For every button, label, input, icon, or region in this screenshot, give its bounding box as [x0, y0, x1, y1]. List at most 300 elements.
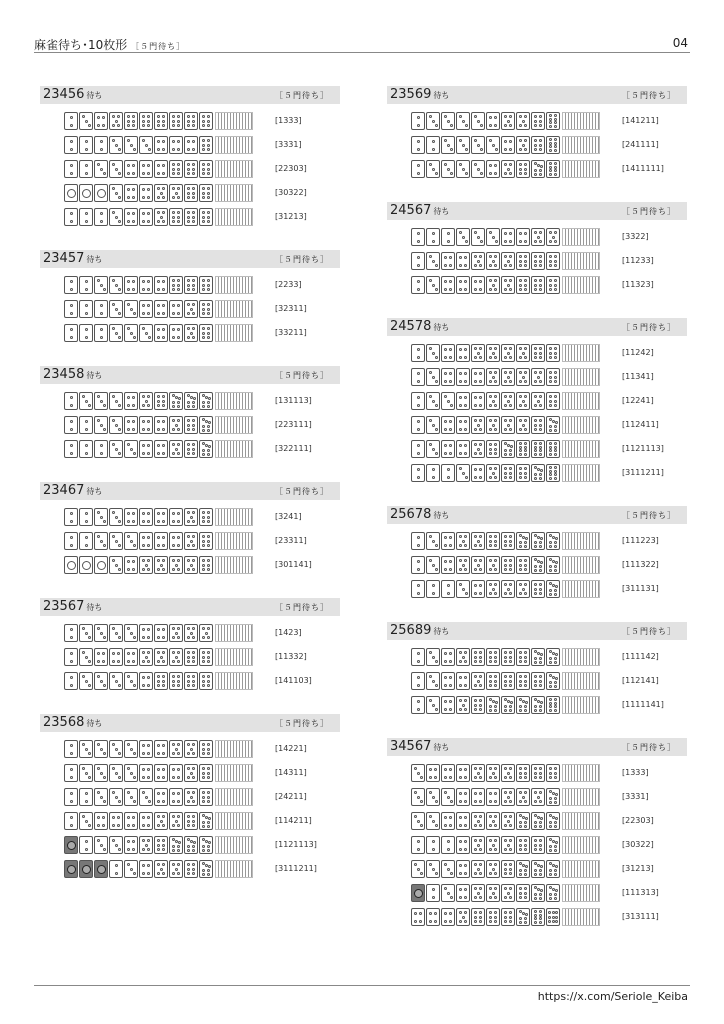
pin-tile-6	[501, 556, 515, 574]
pin-tile-9	[546, 908, 560, 926]
hand-tiles	[64, 764, 253, 782]
pin-tile-5	[486, 368, 500, 386]
pin-tile-5	[501, 788, 515, 806]
pin-tile-2	[79, 276, 93, 294]
tile-wall-stack	[562, 648, 600, 666]
hand-row	[387, 670, 687, 694]
pin-tile-3	[456, 228, 470, 246]
pin-tile-5	[516, 136, 530, 154]
pin-tile-3	[109, 276, 123, 294]
pin-tile-6	[169, 672, 183, 690]
pin-tile-5	[516, 580, 530, 598]
hand-row	[387, 134, 687, 158]
pin-tile-3	[124, 300, 138, 318]
pin-tile-7	[501, 440, 515, 458]
pin-tile-2	[411, 556, 425, 574]
pin-tile-5	[169, 624, 183, 642]
pin-tile-3	[79, 392, 93, 410]
pin-tile-3	[139, 136, 153, 154]
pin-tile-5	[516, 344, 530, 362]
pin-tile-3	[109, 184, 123, 202]
pin-tile-5	[184, 508, 198, 526]
pin-tile-5	[501, 812, 515, 830]
tile-wall-stack	[562, 368, 600, 386]
pin-tile-4	[139, 208, 153, 226]
section-title	[390, 623, 449, 638]
pin-tile-8	[531, 440, 545, 458]
pin-tile-4	[124, 812, 138, 830]
hand-code: [32311]	[275, 304, 307, 313]
pin-tile-2	[411, 836, 425, 854]
section-header	[40, 366, 340, 384]
tile-wall-stack	[562, 252, 600, 270]
hand-code: [1121113]	[275, 840, 317, 849]
pin-tile-3	[109, 440, 123, 458]
hand-row	[40, 670, 340, 694]
pin-tile-3	[441, 860, 455, 878]
pin-tile-6	[531, 836, 545, 854]
right-column	[387, 86, 687, 950]
pin-tile-6	[184, 184, 198, 202]
section-header	[40, 714, 340, 732]
pin-tile-5	[546, 228, 560, 246]
hand-tiles	[64, 532, 253, 550]
section-number: 23569	[390, 87, 432, 102]
pin-tile-5	[486, 416, 500, 434]
tile-wall-stack	[562, 344, 600, 362]
section-title	[390, 203, 449, 218]
pin-tile-5	[471, 884, 485, 902]
hand-code: [1333]	[622, 768, 649, 777]
pin-tile-8	[546, 160, 560, 178]
section-suffix: 待ち	[433, 207, 450, 216]
pin-tile-3	[79, 112, 93, 130]
pin-tile-4	[426, 908, 440, 926]
pin-tile-3	[426, 788, 440, 806]
footer-rule	[34, 985, 690, 986]
hand-code: [3331]	[275, 140, 302, 149]
pin-tile-3	[79, 648, 93, 666]
pin-tile-6	[139, 112, 153, 130]
hand-code: [1121113]	[622, 444, 664, 453]
left-column	[40, 86, 340, 902]
pin-tile-5	[486, 812, 500, 830]
pin-tile-2	[411, 648, 425, 666]
page-title: 麻雀待ち･10枚形	[34, 38, 128, 52]
pin-tile-3	[109, 324, 123, 342]
pin-tile-6	[531, 252, 545, 270]
pin-tile-5	[184, 788, 198, 806]
pin-tile-4	[456, 392, 470, 410]
pin-tile-7	[199, 416, 213, 434]
pin-tile-3	[441, 884, 455, 902]
hand-code: [141103]	[275, 676, 312, 685]
pin-tile-3	[441, 788, 455, 806]
pin-tile-6	[546, 344, 560, 362]
hand-row	[387, 530, 687, 554]
pin-tile-4	[124, 836, 138, 854]
pin-tile-5	[169, 740, 183, 758]
pin-tile-3	[426, 860, 440, 878]
pin-tile-3	[441, 392, 455, 410]
pin-tile-3	[79, 624, 93, 642]
pin-tile-5	[501, 416, 515, 434]
section-suffix: 待ち	[433, 511, 450, 520]
hand-code: [111313]	[622, 888, 659, 897]
tile-wall-stack	[562, 672, 600, 690]
pin-tile-4	[516, 228, 530, 246]
hand-tiles	[411, 112, 600, 130]
pin-tile-4	[441, 812, 455, 830]
pin-tile-5	[501, 368, 515, 386]
pin-tile-3	[139, 324, 153, 342]
pin-tile-3	[426, 672, 440, 690]
pin-tile-4	[456, 884, 470, 902]
hand-row	[40, 786, 340, 810]
hand-code: [11233]	[622, 256, 654, 265]
hand-code: [3241]	[275, 512, 302, 521]
pin-tile-3	[124, 672, 138, 690]
pin-tile-4	[139, 624, 153, 642]
pin-tile-2	[411, 416, 425, 434]
pin-tile-6	[184, 672, 198, 690]
pin-tile-3	[471, 228, 485, 246]
hand-row	[387, 390, 687, 414]
pin-tile-7	[531, 556, 545, 574]
pin-tile-3	[109, 160, 123, 178]
pin-tile-2	[64, 416, 78, 434]
hand-code: [14221]	[275, 744, 307, 753]
tile-wall-stack	[562, 160, 600, 178]
pin-tile-2	[441, 836, 455, 854]
pin-tile-7	[546, 672, 560, 690]
pin-tile-7	[199, 440, 213, 458]
pin-tile-4	[441, 672, 455, 690]
pin-tile-6	[184, 416, 198, 434]
pin-tile-6	[199, 324, 213, 342]
pin-tile-5	[184, 740, 198, 758]
pin-tile-2	[79, 324, 93, 342]
pin-tile-2	[411, 392, 425, 410]
pin-tile-5	[169, 416, 183, 434]
hand-code: [1423]	[275, 628, 302, 637]
pin-tile-3	[124, 740, 138, 758]
pin-tile-7	[516, 860, 530, 878]
tile-wall-stack	[215, 740, 253, 758]
pin-tile-2	[411, 344, 425, 362]
page-header	[34, 36, 185, 53]
pin-tile-6	[516, 672, 530, 690]
pin-tile-6	[169, 160, 183, 178]
pin-tile-2	[94, 440, 108, 458]
pin-tile-2	[411, 228, 425, 246]
tile-wall-stack	[215, 112, 253, 130]
hand-row	[40, 110, 340, 134]
hand-tiles	[411, 672, 600, 690]
hand-code: [3322]	[622, 232, 649, 241]
hand-tiles	[64, 624, 253, 642]
hand-tiles	[64, 440, 253, 458]
hand-row	[40, 298, 340, 322]
pin-tile-3	[426, 648, 440, 666]
hand-row	[387, 882, 687, 906]
pin-tile-5	[184, 556, 198, 574]
tile-wall-stack	[215, 392, 253, 410]
section-header	[40, 598, 340, 616]
pin-tile-4	[154, 532, 168, 550]
pin-tile-4	[139, 860, 153, 878]
pin-tile-3	[94, 532, 108, 550]
tile-wall-stack	[562, 228, 600, 246]
hand-tiles	[411, 696, 600, 714]
pin-tile-4	[124, 416, 138, 434]
pin-tile-5	[486, 580, 500, 598]
section-tag: ［５門待ち］	[275, 255, 329, 264]
hand-tiles	[64, 184, 253, 202]
hand-code: [24211]	[275, 792, 307, 801]
pin-tile-2	[64, 532, 78, 550]
pin-tile-4	[456, 764, 470, 782]
pin-tile-5	[456, 696, 470, 714]
pin-tile-4	[154, 624, 168, 642]
tile-wall-stack	[562, 836, 600, 854]
pin-tile-6	[154, 836, 168, 854]
tile-wall-stack	[215, 648, 253, 666]
pin-tile-4	[139, 160, 153, 178]
pin-tile-1	[79, 184, 93, 202]
pin-tile-5	[471, 252, 485, 270]
hand-code: [30322]	[275, 188, 307, 197]
hand-code: [11332]	[275, 652, 307, 661]
pin-tile-5	[169, 648, 183, 666]
hand-tiles	[64, 392, 253, 410]
pin-tile-6	[199, 276, 213, 294]
pin-tile-4	[139, 764, 153, 782]
pin-tile-3	[94, 764, 108, 782]
hand-row	[387, 646, 687, 670]
pin-tile-5	[471, 860, 485, 878]
pin-tile-3	[426, 276, 440, 294]
pin-tile-3	[79, 672, 93, 690]
pin-tile-3	[124, 532, 138, 550]
hand-code: [141211]	[622, 116, 659, 125]
hand-row	[387, 810, 687, 834]
wait-section	[387, 202, 687, 298]
pin-tile-4	[109, 812, 123, 830]
pin-tile-3	[411, 764, 425, 782]
pin-tile-5	[501, 160, 515, 178]
pin-tile-6	[486, 908, 500, 926]
pin-tile-4	[441, 252, 455, 270]
pin-tile-3	[124, 136, 138, 154]
hand-code: [301141]	[275, 560, 312, 569]
pin-tile-7	[546, 836, 560, 854]
section-suffix: 待ち	[433, 627, 450, 636]
pin-tile-6	[154, 392, 168, 410]
pin-tile-2	[411, 464, 425, 482]
tile-wall-stack	[562, 532, 600, 550]
section-title	[43, 87, 102, 102]
pin-tile-6	[501, 860, 515, 878]
wait-section	[387, 318, 687, 486]
pin-tile-3	[456, 136, 470, 154]
hand-row	[40, 390, 340, 414]
hand-row	[387, 906, 687, 930]
hand-tiles	[64, 508, 253, 526]
pin-tile-6	[471, 648, 485, 666]
section-tag: ［５門待ち］	[622, 627, 676, 636]
pin-tile-5	[486, 464, 500, 482]
tile-wall-stack	[215, 324, 253, 342]
pin-tile-6	[516, 764, 530, 782]
hand-tiles	[411, 416, 600, 434]
hand-code: [114211]	[275, 816, 312, 825]
pin-tile-4	[456, 368, 470, 386]
pin-tile-6	[486, 648, 500, 666]
pin-tile-2	[411, 276, 425, 294]
pin-tile-6	[516, 464, 530, 482]
hand-row	[40, 438, 340, 462]
pin-tile-4	[154, 416, 168, 434]
pin-tile-6	[486, 532, 500, 550]
hand-row	[387, 414, 687, 438]
hand-row	[40, 738, 340, 762]
wait-section	[387, 86, 687, 182]
pin-tile-2	[79, 508, 93, 526]
hand-code: [131113]	[275, 396, 312, 405]
pin-tile-3	[124, 624, 138, 642]
hand-tiles	[411, 648, 600, 666]
hand-code: [14311]	[275, 768, 307, 777]
pin-tile-4	[139, 184, 153, 202]
section-header	[40, 86, 340, 104]
pin-tile-7	[531, 648, 545, 666]
hand-tiles	[411, 392, 600, 410]
pin-tile-1	[94, 184, 108, 202]
pin-tile-4	[501, 228, 515, 246]
pin-tile-6	[199, 300, 213, 318]
hand-row	[387, 342, 687, 366]
pin-tile-6	[516, 276, 530, 294]
pin-tile-5	[471, 532, 485, 550]
pin-tile-2	[79, 160, 93, 178]
section-title	[43, 715, 102, 730]
footer-url[interactable]: https://x.com/Seriole_Keiba	[537, 990, 688, 1003]
pin-tile-4	[456, 812, 470, 830]
tile-wall-stack	[562, 884, 600, 902]
section-tag: ［５門待ち］	[275, 91, 329, 100]
pin-tile-3	[94, 740, 108, 758]
pin-tile-4	[94, 812, 108, 830]
tile-wall-stack	[562, 908, 600, 926]
pin-tile-5	[154, 812, 168, 830]
pin-tile-4	[139, 440, 153, 458]
pin-tile-3	[94, 416, 108, 434]
pin-tile-3	[109, 300, 123, 318]
wait-section	[40, 482, 340, 578]
pin-tile-7	[199, 836, 213, 854]
pin-tile-6	[199, 556, 213, 574]
pin-tile-2	[64, 392, 78, 410]
pin-tile-3	[124, 860, 138, 878]
pin-tile-5	[531, 368, 545, 386]
section-number: 23457	[43, 251, 85, 266]
pin-tile-4	[441, 532, 455, 550]
pin-tile-5	[456, 556, 470, 574]
section-header	[40, 250, 340, 268]
hand-row	[40, 834, 340, 858]
tile-wall-stack	[215, 300, 253, 318]
hand-code: [111142]	[622, 652, 659, 661]
tile-wall-stack	[215, 508, 253, 526]
pin-tile-1	[94, 556, 108, 574]
pin-tile-3	[426, 532, 440, 550]
wait-section	[387, 622, 687, 718]
pin-tile-8	[516, 440, 530, 458]
pin-tile-2	[411, 696, 425, 714]
pin-tile-4	[501, 136, 515, 154]
hand-code: [112141]	[622, 676, 659, 685]
tile-wall-stack	[215, 136, 253, 154]
pin-tile-4	[441, 908, 455, 926]
pin-tile-8	[546, 136, 560, 154]
hand-code: [311131]	[622, 584, 659, 593]
hand-row	[387, 554, 687, 578]
pin-tile-2	[426, 228, 440, 246]
tile-wall-stack	[215, 672, 253, 690]
pin-tile-7	[546, 812, 560, 830]
pin-tile-2	[64, 624, 78, 642]
pin-tile-5	[501, 112, 515, 130]
hand-row	[40, 158, 340, 182]
hand-row	[40, 554, 340, 578]
pin-tile-3	[109, 136, 123, 154]
pin-tile-4	[441, 648, 455, 666]
pin-tile-4	[456, 440, 470, 458]
pin-tile-4	[456, 416, 470, 434]
tile-wall-stack	[562, 464, 600, 482]
hand-code: [112411]	[622, 420, 659, 429]
hand-code: [11242]	[622, 348, 654, 357]
hand-tiles	[411, 556, 600, 574]
pin-tile-2	[64, 112, 78, 130]
hand-row	[40, 810, 340, 834]
pin-tile-5	[456, 532, 470, 550]
pin-tile-4	[154, 508, 168, 526]
pin-tile-4	[154, 788, 168, 806]
pin-tile-5	[501, 764, 515, 782]
tile-wall-stack	[562, 136, 600, 154]
pin-tile-3	[426, 112, 440, 130]
tile-wall-stack	[562, 440, 600, 458]
pin-tile-8	[546, 696, 560, 714]
hand-tiles	[64, 160, 253, 178]
hand-tiles	[64, 324, 253, 342]
pin-tile-2	[411, 580, 425, 598]
pin-tile-6	[501, 532, 515, 550]
wait-section	[40, 86, 340, 230]
pin-tile-3	[426, 368, 440, 386]
pin-tile-4	[456, 860, 470, 878]
pin-tile-2	[64, 160, 78, 178]
pin-tile-3	[94, 160, 108, 178]
pin-tile-2	[64, 300, 78, 318]
pin-tile-3	[94, 276, 108, 294]
pin-tile-6	[531, 276, 545, 294]
section-tag: ［５門待ち］	[275, 371, 329, 380]
pin-tile-5	[531, 392, 545, 410]
pin-tile-6	[184, 112, 198, 130]
